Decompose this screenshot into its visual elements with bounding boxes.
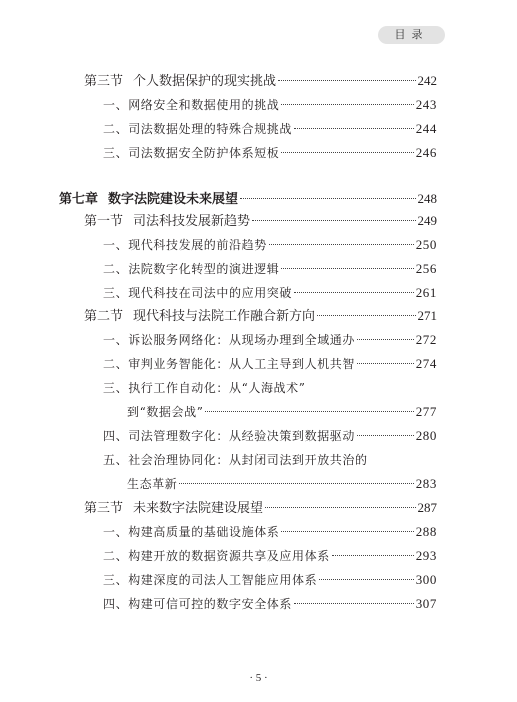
- dot-leader: [294, 292, 414, 293]
- entry-number: 一、: [103, 238, 129, 252]
- dot-leader: [319, 579, 413, 580]
- entry-title: 数字法院建设未来展望: [108, 192, 239, 207]
- entry-title: 审判业务智能化：从人工主导到人机共智: [128, 357, 356, 371]
- toc-entry-item[interactable]: [103, 426, 437, 446]
- entry-number: 第二节: [84, 309, 124, 324]
- dot-leader: [317, 315, 415, 316]
- entry-number: 三、: [103, 286, 129, 300]
- dot-leader: [269, 244, 414, 245]
- toc-entry-item[interactable]: [103, 235, 437, 255]
- entry-title: 司法数据安全防护体系短板: [128, 146, 280, 160]
- entry-page: 280: [415, 428, 437, 443]
- dot-leader: [294, 603, 414, 604]
- entry-number: 第一节: [84, 214, 124, 229]
- entry-title-continuation: 到“数据会战”: [127, 405, 204, 419]
- entry-title: 司法数据处理的特殊合规挑战: [128, 122, 293, 136]
- entry-page: 274: [415, 356, 437, 371]
- entry-page: 277: [415, 404, 437, 419]
- entry-page: 242: [417, 73, 437, 88]
- toc-entry-item-first-line[interactable]: [103, 450, 368, 470]
- entry-title: 执行工作自动化：从“人海战术”: [128, 381, 306, 395]
- toc-entry-item[interactable]: [103, 143, 437, 163]
- dot-leader: [240, 198, 415, 199]
- entry-title: 法院数字化转型的演进逻辑: [128, 262, 280, 276]
- toc-entry-item[interactable]: [103, 594, 437, 614]
- toc-entry-item[interactable]: [103, 354, 437, 374]
- entry-page: 293: [415, 548, 437, 563]
- dot-leader: [281, 268, 413, 269]
- entry-title: 社会治理协同化：从封闭司法到开放共治的: [128, 453, 368, 467]
- entry-page: 272: [415, 332, 437, 347]
- entry-page: 248: [417, 191, 437, 206]
- entry-number: 二、: [103, 262, 129, 276]
- toc-entry-section[interactable]: [84, 306, 437, 326]
- toc-entry-item[interactable]: [103, 95, 437, 115]
- entry-title: 构建高质量的基础设施体系: [128, 525, 280, 539]
- entry-title: 网络安全和数据使用的挑战: [128, 98, 280, 112]
- entry-number: 第三节: [84, 501, 124, 516]
- dot-leader: [294, 128, 414, 129]
- entry-number: 二、: [103, 549, 129, 563]
- dot-leader: [265, 507, 415, 508]
- entry-title: 现代科技发展的前沿趋势: [128, 238, 267, 252]
- entry-page: 287: [417, 500, 437, 515]
- entry-page: 246: [415, 145, 437, 160]
- toc-entry-chapter[interactable]: [59, 189, 437, 209]
- entry-title: 构建开放的数据资源共享及应用体系: [128, 549, 330, 563]
- entry-page: 288: [415, 524, 437, 539]
- toc-entry-item[interactable]: [103, 259, 437, 279]
- entry-title: 诉讼服务网络化：从现场办理到全域通办: [128, 333, 356, 347]
- entry-title: 未来数字法院建设展望: [133, 501, 264, 516]
- toc-entry-item-first-line[interactable]: [103, 378, 305, 398]
- entry-number: 二、: [103, 122, 129, 136]
- entry-title: 构建可信可控的数字安全体系: [128, 597, 293, 611]
- entry-page: 250: [415, 237, 437, 252]
- dot-leader: [278, 80, 415, 81]
- toc-entry-section[interactable]: [84, 71, 437, 91]
- entry-page: 244: [415, 121, 437, 136]
- toc-entry-item[interactable]: [103, 283, 437, 303]
- toc-entry-item[interactable]: [103, 570, 437, 590]
- entry-number: 一、: [103, 525, 129, 539]
- toc-entry-section[interactable]: [84, 211, 437, 231]
- entry-title: 现代科技在司法中的应用突破: [128, 286, 293, 300]
- entry-number: 二、: [103, 357, 129, 371]
- entry-title: 司法管理数字化：从经验决策到数据驱动: [128, 429, 356, 443]
- dot-leader: [357, 363, 414, 364]
- entry-title: 现代科技与法院工作融合新方向: [133, 309, 316, 324]
- toc-entry-item[interactable]: [103, 522, 437, 542]
- entry-number: 三、: [103, 573, 129, 587]
- entry-page: 307: [415, 596, 437, 611]
- dot-leader: [281, 531, 413, 532]
- dot-leader: [332, 555, 414, 556]
- entry-number: 四、: [103, 597, 129, 611]
- entry-title: 司法科技发展新趋势: [133, 214, 251, 229]
- toc-entry-item[interactable]: [103, 546, 437, 566]
- entry-page: 271: [417, 308, 437, 323]
- dot-leader: [252, 220, 415, 221]
- toc-entry-item[interactable]: [103, 330, 437, 350]
- entry-page: 243: [415, 97, 437, 112]
- entry-number: 一、: [103, 98, 129, 112]
- dot-leader: [205, 411, 413, 412]
- page-number: · 5 ·: [249, 672, 268, 684]
- entry-title: 个人数据保护的现实挑战: [133, 74, 277, 89]
- entry-title: 构建深度的司法人工智能应用体系: [128, 573, 318, 587]
- toc-entry-item[interactable]: [103, 119, 437, 139]
- entry-number: 第七章: [59, 192, 99, 207]
- entry-number: 一、: [103, 333, 129, 347]
- dot-leader: [281, 152, 413, 153]
- toc-entry-item-continuation[interactable]: [127, 402, 437, 422]
- toc-header-tab: 目录: [378, 26, 445, 44]
- dot-leader: [357, 435, 414, 436]
- toc-entry-item-continuation[interactable]: [127, 474, 437, 494]
- entry-page: 283: [415, 476, 437, 491]
- entry-number: 三、: [103, 381, 129, 395]
- entry-page: 256: [415, 261, 437, 276]
- entry-number: 四、: [103, 429, 129, 443]
- dot-leader: [179, 483, 413, 484]
- entry-page: 249: [417, 213, 437, 228]
- entry-page: 300: [415, 572, 437, 587]
- entry-number: 第三节: [84, 74, 124, 89]
- entry-title-continuation: 生态革新: [127, 477, 178, 491]
- dot-leader: [281, 104, 413, 105]
- entry-page: 261: [415, 285, 437, 300]
- entry-number: 三、: [103, 146, 129, 160]
- dot-leader: [357, 339, 414, 340]
- entry-number: 五、: [103, 453, 129, 467]
- toc-entry-section[interactable]: [84, 498, 437, 518]
